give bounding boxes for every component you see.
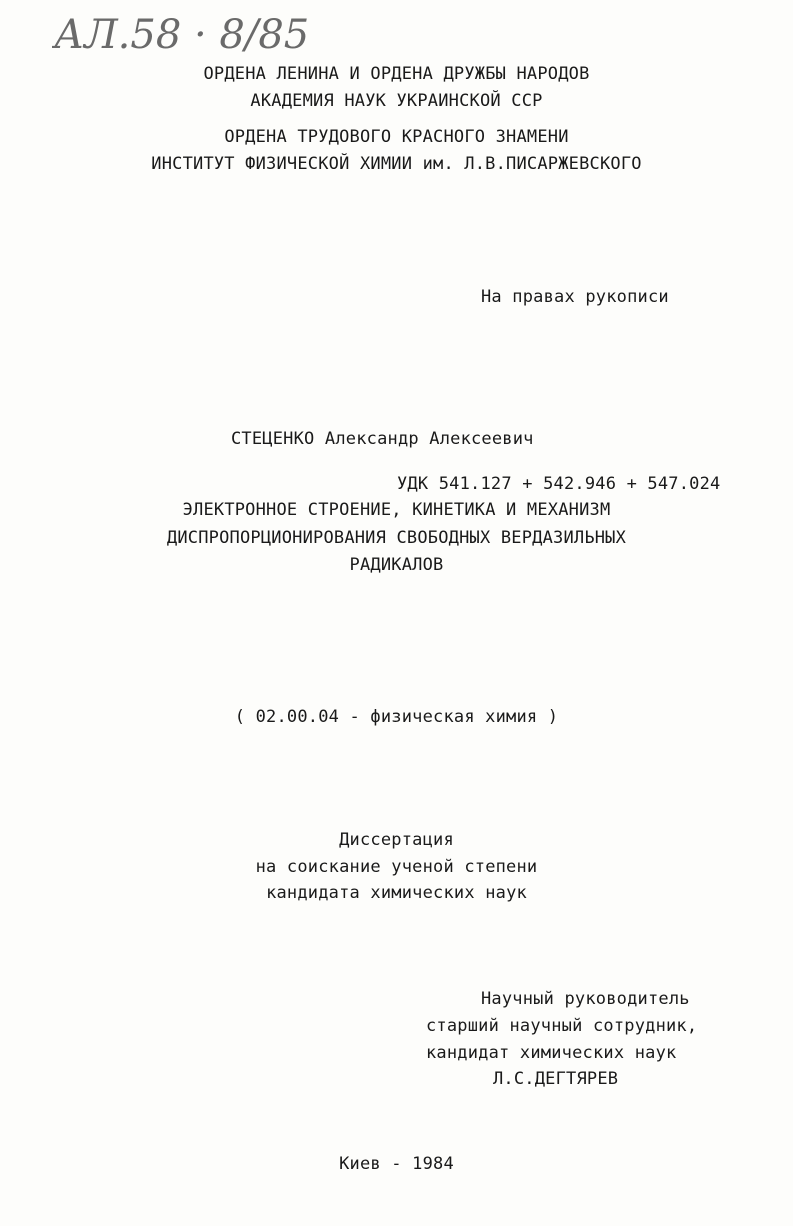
header-line-2: АКАДЕМИЯ НАУК УКРАИНСКОЙ ССР (250, 91, 543, 111)
title-line-3: РАДИКАЛОВ (349, 555, 444, 575)
author-name: СТЕЦЕНКО Александр Алексеевич (231, 429, 534, 449)
udc-code: УДК 541.127 + 542.946 + 547.024 (397, 474, 721, 494)
degree-line-3: кандидата химических наук (266, 883, 527, 903)
specialty-code: ( 02.00.04 - физическая химия ) (234, 707, 559, 727)
title-line-2: ДИСПРОПОРЦИОНИРОВАНИЯ СВОБОДНЫХ ВЕРДАЗИЛЬНЫХ (166, 528, 627, 548)
place-and-year: Киев - 1984 (339, 1154, 454, 1174)
header-line-4: ИНСТИТУТ ФИЗИЧЕСКОЙ ХИМИИ им. Л.В.ПИСАРЖЕВСКОГО (151, 154, 642, 174)
header-line-1: ОРДЕНА ЛЕНИНА И ОРДЕНА ДРУЖБЫ НАРОДОВ (203, 64, 590, 84)
supervisor-line-1: Научный руководитель (481, 989, 690, 1009)
handwritten-archive-note (52, 8, 392, 58)
supervisor-line-3: кандидат химических наук (426, 1043, 677, 1063)
title-line-1: ЭЛЕКТРОННОЕ СТРОЕНИЕ, КИНЕТИКА И МЕХАНИЗМ (182, 500, 611, 520)
degree-line-1: Диссертация (339, 830, 454, 850)
manuscript-note: На правах рукописи (481, 287, 669, 307)
supervisor-name: Л.С.ДЕГТЯРЕВ (493, 1069, 619, 1089)
degree-line-2: на соискание ученой степени (255, 857, 538, 877)
supervisor-line-2: старший научный сотрудник, (426, 1016, 698, 1036)
handwritten-note-text: АЛ.58 · 8/85 (54, 12, 310, 58)
header-line-3: ОРДЕНА ТРУДОВОГО КРАСНОГО ЗНАМЕНИ (224, 127, 569, 147)
